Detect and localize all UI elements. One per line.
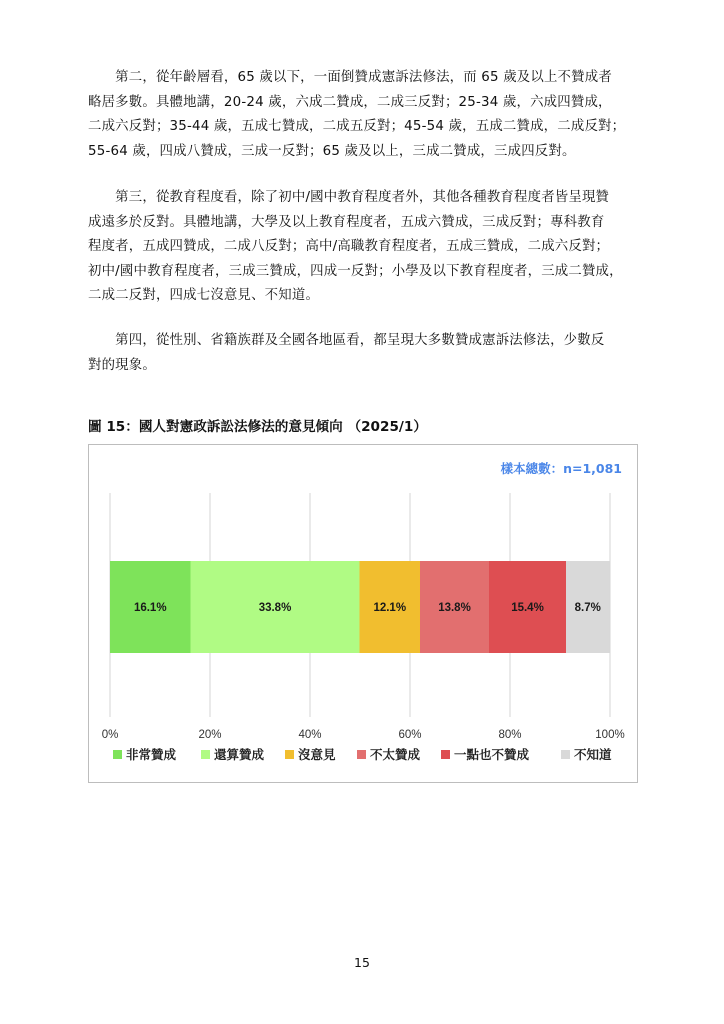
data-label: 15.4%: [511, 602, 544, 614]
legend-swatch: [441, 750, 450, 759]
x-tick-label: 40%: [298, 729, 322, 741]
paragraph-line: 初中/國中教育程度者，三成三贊成，四成一反對；小學及以下教育程度者，三成二贊成，: [88, 263, 623, 279]
paragraph-line: 第三，從教育程度看，除了初中/國中教育程度者外，其他各種教育程度者皆呈現贊: [88, 190, 610, 205]
legend-swatch: [201, 750, 210, 759]
paragraph-line: 二成六反對；35-44 歲，五成七贊成，二成五反對；45-54 歲，五成二贊成，二成反對；: [88, 119, 626, 134]
paragraph-line: 第二，從年齡層看，65 歲以下，一面倒贊成憲訴法修法，而 65 歲及以上不贊成者: [88, 70, 612, 85]
legend-swatch: [561, 750, 570, 759]
legend-label: 沒意見: [298, 747, 336, 762]
legend-label: 不知道: [574, 747, 612, 762]
x-tick-label: 80%: [498, 729, 522, 741]
paragraph-line: 對的現象。: [88, 357, 156, 373]
paragraph-line: 55-64 歲，四成八贊成，三成一反對；65 歲及以上，三成二贊成，三成四反對。: [88, 143, 576, 159]
legend-label: 還算贊成: [214, 747, 265, 762]
paragraph-line: 成遠多於反對。具體地講，大學及以上教育程度者，五成六贊成，三成反對；專科教育: [88, 214, 605, 230]
x-tick-label: 100%: [595, 729, 625, 741]
legend-swatch: [285, 750, 294, 759]
data-label: 13.8%: [438, 602, 471, 614]
paragraph-education: [88, 186, 640, 309]
legend-swatch: [357, 750, 366, 759]
paragraph-line: 二成二反對，四成七沒意見、不知道。: [88, 288, 320, 303]
legend-label: 非常贊成: [126, 747, 177, 762]
x-tick-label: 60%: [398, 729, 422, 741]
figure-title: 圖 15：國人對憲政訴訟法修法的意見傾向 （2025/1）: [88, 419, 427, 435]
legend-swatch: [113, 750, 122, 759]
page-number: 15: [354, 955, 370, 970]
x-tick-label: 20%: [198, 729, 222, 741]
paragraph-age: [88, 66, 640, 164]
data-label: 8.7%: [574, 602, 601, 614]
sample-size-note: 樣本總數：n=1,081: [500, 461, 622, 476]
paragraph-line: 第四，從性別、省籍族群及全國各地區看，都呈現大多數贊成憲訴法修法，少數反: [88, 333, 605, 348]
x-tick-label: 0%: [101, 729, 119, 741]
paragraph-line: 略居多數。具體地講，20-24 歲，六成二贊成，二成三反對；25-34 歲，六成四贊成，: [88, 94, 612, 110]
chart-container: [88, 444, 638, 783]
legend-label: 不太贊成: [370, 747, 421, 762]
data-label: 12.1%: [373, 602, 407, 614]
stacked-bar-chart: [89, 445, 637, 782]
paragraph-gender-region: [88, 329, 640, 378]
data-label: 16.1%: [133, 602, 167, 614]
legend-label: 一點也不贊成: [454, 747, 530, 762]
data-label: 33.8%: [258, 602, 292, 614]
paragraph-line: 程度者，五成四贊成，二成八反對；高中/高職教育程度者，五成三贊成，二成六反對；: [88, 239, 610, 254]
